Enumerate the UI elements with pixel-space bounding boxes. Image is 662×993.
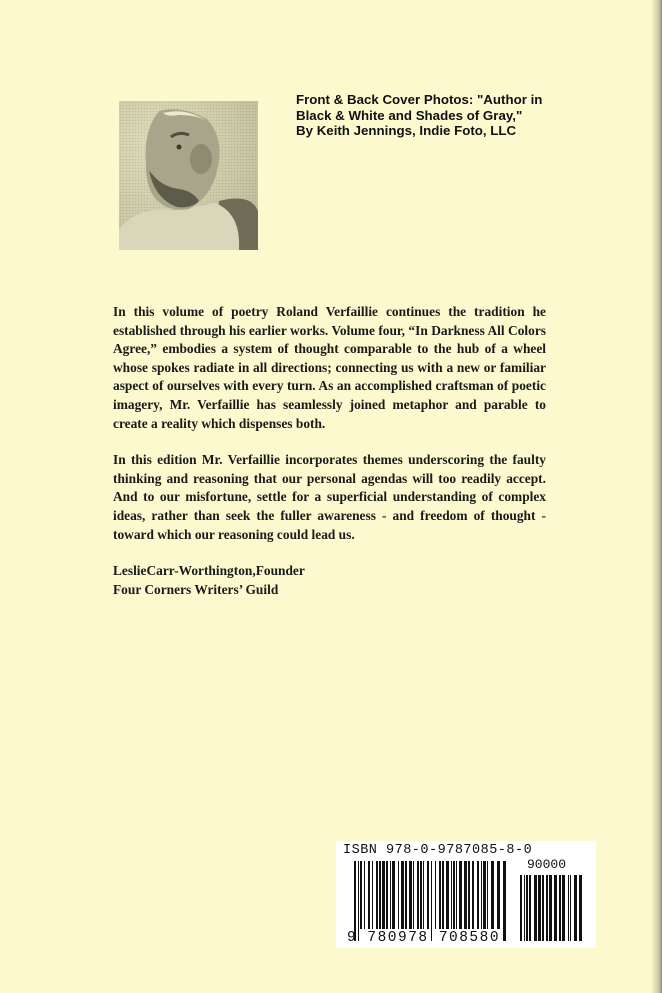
- isbn-barcode: [336, 841, 596, 948]
- signature: [113, 562, 546, 599]
- page-edge-shadow: [652, 0, 662, 993]
- signature-name: LeslieCarr-Worthington,Founder: [113, 563, 305, 579]
- blurb-paragraph-1: In this volume of poetry Roland Verfaillie continues the tradition he established through his earlier works. Volume four, “In Darkness All Colors Agree,” embodies a system of thought comparable to the hub of a wheel whose spokes radiate in all directions; connecting us with a new or familiar aspect of ourselves with every turn. As an accomplished craftsman of poetic imagery, Mr. Verfaillie has seamlessly joined metaphor and parable to create a reality which dispenses both.: [113, 304, 546, 431]
- photo-credit-byline: By Keith Jennings, Indie Foto, LLC: [296, 123, 517, 138]
- blurb-paragraph-2: In this edition Mr. Verfaillie incorporates themes underscoring the faulty thinking and reasoning that our personal agendas will too readily accept. And to our misfortune, settle for a superficial understanding of complex ideas, rather than seek the fuller awareness - and freedom of thought - toward which our reasoning could lead us.: [113, 452, 546, 542]
- photo-credit-title: Front & Back Cover Photos: "Author in Black & White and Shades of Gray,": [296, 92, 543, 123]
- price-addon-digits: 90000: [527, 857, 567, 872]
- isbn-label: ISBN 978-0-9787085-8-0: [343, 843, 533, 858]
- author-photo: [119, 101, 258, 250]
- signature-org: Four Corners Writers’ Guild: [113, 581, 279, 597]
- back-cover-blurb: [113, 303, 546, 599]
- barcode-digits: 9 780978 708580: [347, 930, 501, 946]
- photo-credit: [296, 92, 556, 139]
